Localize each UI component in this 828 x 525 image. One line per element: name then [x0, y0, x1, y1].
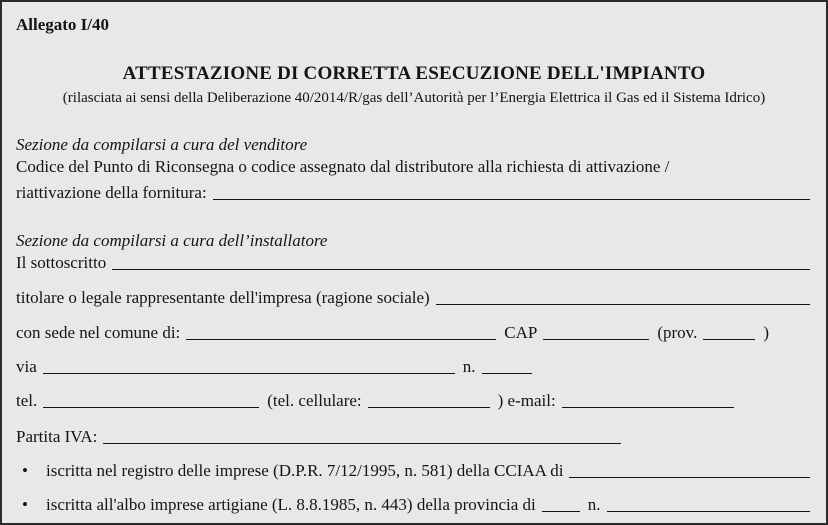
sede-label: con sede nel comune di: — [16, 323, 181, 342]
prov-label: (prov. — [657, 323, 698, 342]
prov-field[interactable] — [703, 339, 755, 340]
sede-row — [16, 322, 812, 344]
albo-numero-field[interactable] — [607, 511, 810, 512]
document-subtitle: (rilasciata ai sensi della Deliberazione 40/2014/R/gas dell’Autorità per l’Energia Elettrica il Gas ed il Sistema Idrico) — [62, 90, 766, 106]
cap-field[interactable] — [543, 339, 649, 340]
cap-label: CAP — [504, 323, 538, 342]
document-title: ATTESTAZIONE DI CORRETTA ESECUZIONE DELL'IMPIANTO — [122, 63, 706, 84]
codice-pdr-row — [16, 182, 812, 204]
via-field[interactable] — [43, 373, 455, 374]
codice-pdr-field[interactable] — [213, 199, 810, 200]
ragione-sociale-field[interactable] — [436, 304, 810, 305]
codice-pdr-text-line1: Codice del Punto di Riconsegna o codice assegnato dal distributore alla richiesta di attivazione / — [16, 157, 670, 176]
titolare-label: titolare o legale rappresentante dell'impresa (ragione sociale) — [16, 288, 430, 307]
piva-field[interactable] — [103, 443, 621, 444]
installer-section-heading: Sezione da compilarsi a cura dell’installatore — [16, 231, 328, 250]
sottoscritto-row — [16, 252, 812, 274]
sottoscritto-field[interactable] — [112, 269, 810, 270]
cciaa-field[interactable] — [569, 477, 810, 478]
prov-close-paren: ) — [763, 323, 769, 342]
codice-pdr-label: riattivazione della fornitura: — [16, 183, 207, 202]
registro-imprese-label: iscritta nel registro delle imprese (D.P.R. 7/12/1995, n. 581) della CCIAA di — [46, 461, 564, 480]
via-label: via — [16, 357, 37, 376]
titolare-row — [16, 287, 812, 309]
albo-numero-label: n. — [587, 495, 601, 514]
tel-field[interactable] — [43, 407, 259, 408]
email-label: ) e-mail: — [497, 391, 556, 410]
sottoscritto-label: Il sottoscritto — [16, 253, 107, 272]
cellulare-field[interactable] — [368, 407, 490, 408]
cellulare-label: (tel. cellulare: — [267, 391, 362, 410]
via-row — [16, 356, 812, 378]
vendor-section-heading: Sezione da compilarsi a cura del venditore — [16, 135, 308, 154]
piva-label: Partita IVA: — [16, 427, 98, 446]
tel-row — [16, 390, 812, 412]
tel-label: tel. — [16, 391, 38, 410]
civico-label: n. — [462, 357, 476, 376]
provincia-field[interactable] — [542, 511, 580, 512]
comune-field[interactable] — [186, 339, 496, 340]
bullet-icon: • — [22, 495, 28, 514]
email-field[interactable] — [562, 407, 734, 408]
albo-artigiane-label: iscritta all'albo imprese artigiane (L. 8.8.1985, n. 443) della provincia di — [46, 495, 536, 514]
civico-field[interactable] — [482, 373, 532, 374]
albo-artigiane-row — [16, 494, 812, 516]
allegato-label: Allegato I/40 — [16, 15, 110, 34]
bullet-icon: • — [22, 461, 28, 480]
piva-row — [16, 426, 812, 448]
registro-imprese-row — [16, 460, 812, 482]
